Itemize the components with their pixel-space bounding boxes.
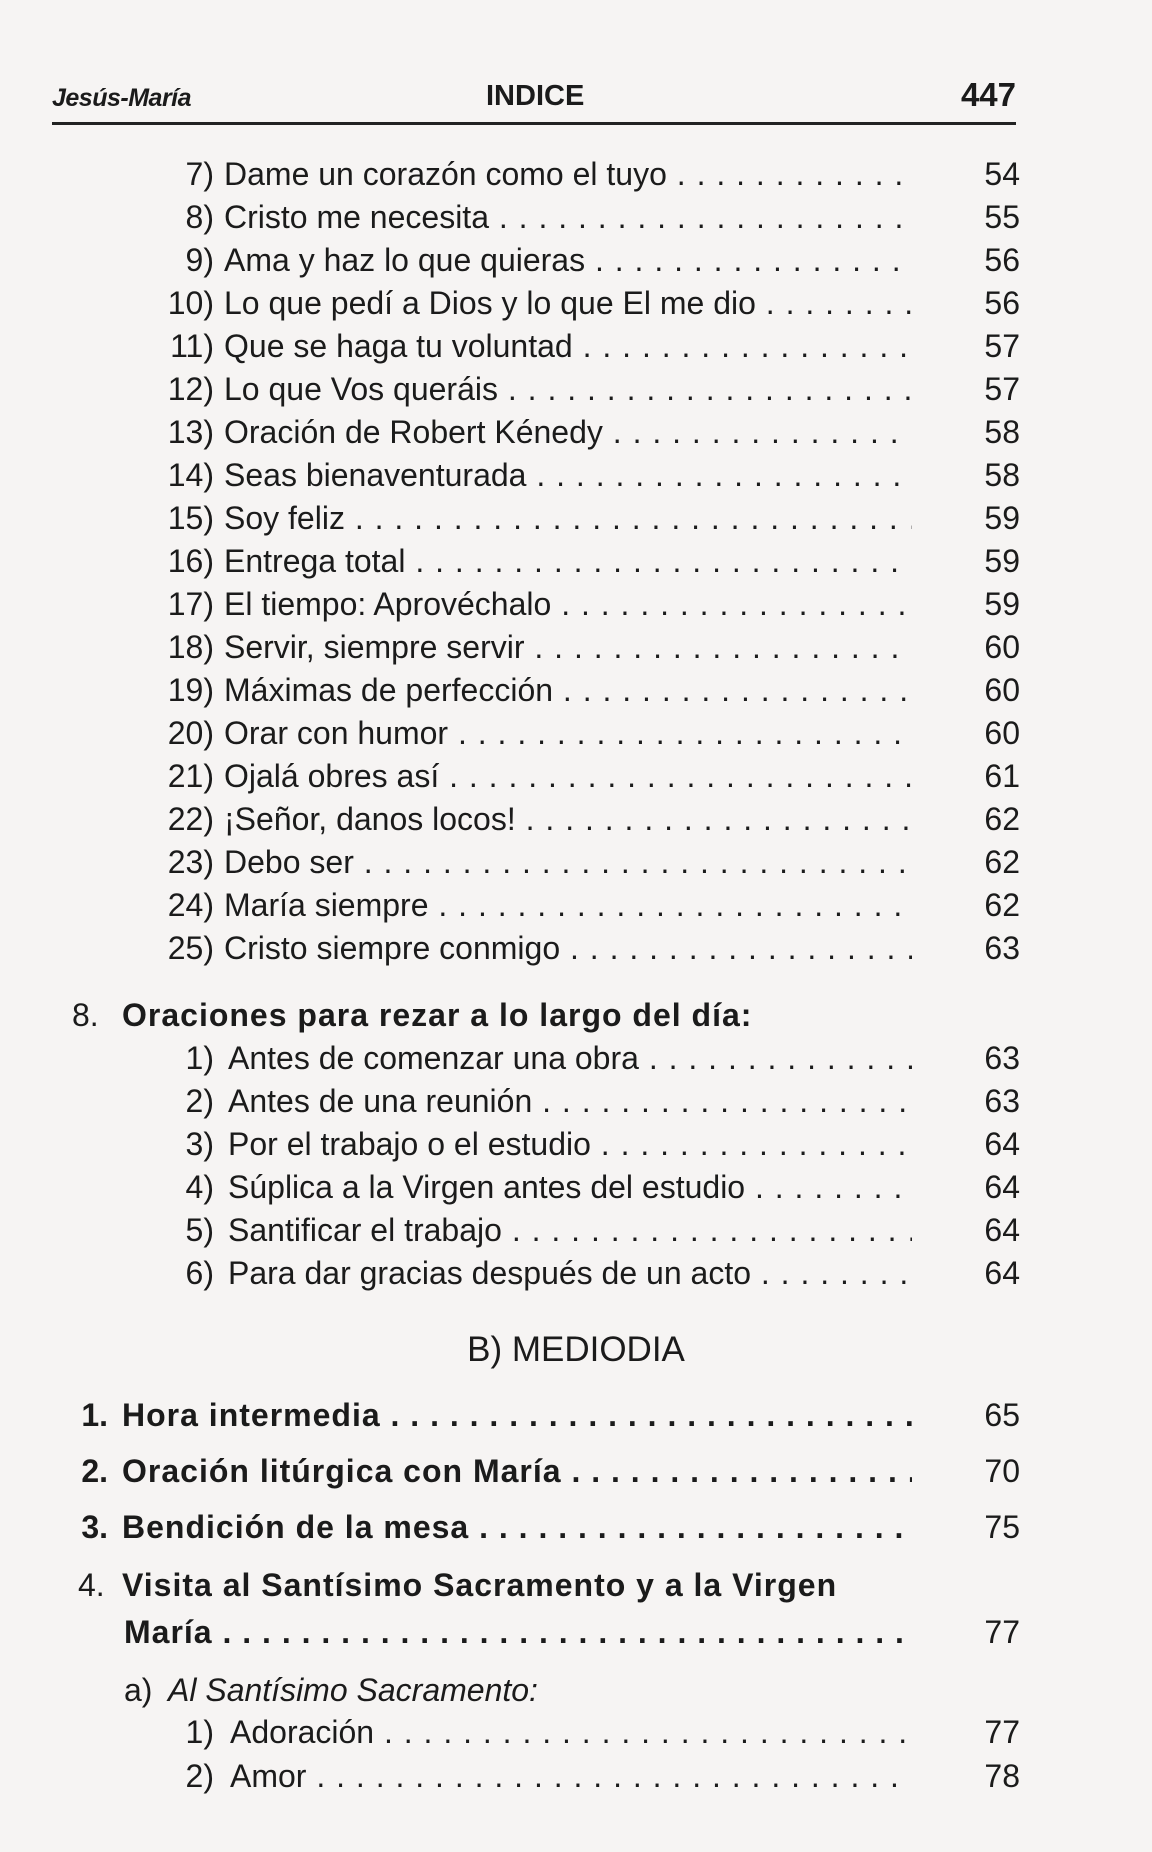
entry-page: 70	[984, 1453, 1020, 1489]
entry-page: 57	[984, 371, 1020, 407]
entry-page: 62	[984, 801, 1020, 837]
entry-number: 15)	[167, 500, 214, 536]
section-number: 8.	[72, 997, 99, 1033]
entry-number: 18)	[167, 629, 214, 665]
entry-title: Santificar el trabajo . . .	[228, 1210, 912, 1250]
entry-page: 60	[984, 672, 1020, 708]
entry-title: Bendición de la mesa . . .	[122, 1507, 912, 1547]
entry-number: 25)	[167, 930, 214, 966]
running-head-center: INDICE	[486, 80, 585, 112]
entry-page: 55	[984, 199, 1020, 235]
entry-number: 6)	[185, 1255, 214, 1291]
page-header	[52, 76, 1016, 125]
entry-title: Amor . . .	[230, 1756, 912, 1796]
entry-page: 54	[984, 156, 1020, 192]
entry-page: 61	[984, 758, 1020, 794]
entry-title: Entrega total . . .	[224, 541, 912, 581]
entry-page: 63	[984, 1040, 1020, 1076]
entry-number: 8)	[185, 199, 214, 235]
entry-title: Por el trabajo o el estudio . . .	[228, 1124, 912, 1164]
entry-number: 9)	[185, 242, 214, 278]
entry-page: 58	[984, 414, 1020, 450]
entry-title-continued: María . . .	[124, 1612, 912, 1652]
entry-page: 59	[984, 543, 1020, 579]
entry-number: 1.	[81, 1397, 108, 1433]
entry-page: 77	[984, 1614, 1020, 1650]
entry-title: Adoración . . .	[230, 1712, 912, 1752]
entry-title: Para dar gracias después de un acto . . .	[228, 1253, 912, 1293]
entry-title: Soy feliz . . .	[224, 498, 912, 538]
entry-page: 77	[984, 1714, 1020, 1750]
entry-number: 12)	[167, 371, 214, 407]
entry-page: 60	[984, 629, 1020, 665]
entry-number: 14)	[167, 457, 214, 493]
entry-page: 64	[984, 1255, 1020, 1291]
entry-number: 2)	[185, 1758, 214, 1794]
entry-title: Seas bienaventurada . . .	[224, 455, 912, 495]
entry-number: 11)	[170, 328, 214, 364]
page-number: 447	[960, 76, 1016, 113]
entry-number: 4.	[78, 1567, 105, 1603]
entry-page: 64	[984, 1212, 1020, 1248]
entry-page: 64	[984, 1126, 1020, 1162]
entry-title: Antes de comenzar una obra . . .	[228, 1038, 912, 1078]
entry-number: 2)	[185, 1083, 214, 1119]
entry-title: Ama y haz lo que quieras . . .	[224, 240, 912, 280]
entry-number: 23)	[167, 844, 214, 880]
entry-page: 75	[984, 1509, 1020, 1545]
entry-page: 63	[984, 930, 1020, 966]
entry-page: 78	[984, 1758, 1020, 1794]
entry-title: El tiempo: Aprovéchalo . . .	[224, 584, 912, 624]
entry-number: 7)	[185, 156, 214, 192]
entry-number: 22)	[167, 801, 214, 837]
entry-title: Lo que pedí a Dios y lo que El me dio . . .	[224, 283, 912, 323]
entry-page: 65	[984, 1397, 1020, 1433]
entry-page: 59	[984, 586, 1020, 622]
entry-title: Debo ser . . .	[224, 842, 912, 882]
entry-number: 5)	[185, 1212, 214, 1248]
entry-title: Oración litúrgica con María . . .	[122, 1451, 912, 1491]
entry-page: 63	[984, 1083, 1020, 1119]
entry-page: 62	[984, 887, 1020, 923]
section-title: Oraciones para rezar a lo largo del día:	[122, 997, 753, 1033]
entry-title: ¡Señor, danos locos! . . .	[224, 799, 912, 839]
entry-title: Súplica a la Virgen antes del estudio . . .	[228, 1167, 912, 1207]
subsection-number: a)	[124, 1672, 153, 1708]
entry-page: 62	[984, 844, 1020, 880]
entry-number: 17)	[167, 586, 214, 622]
running-head-left: Jesús-María	[52, 84, 192, 112]
entry-number: 13)	[167, 414, 214, 450]
entry-number: 24)	[167, 887, 214, 923]
entry-title: Que se haga tu voluntad . . .	[224, 326, 912, 366]
entry-number: 4)	[185, 1169, 214, 1205]
entry-number: 10)	[167, 285, 214, 321]
entry-number: 2.	[81, 1453, 108, 1489]
entry-page: 56	[984, 285, 1020, 321]
subsection-title: Al Santísimo Sacramento:	[168, 1672, 538, 1708]
entry-title: Cristo me necesita . . .	[224, 197, 912, 237]
entry-page: 59	[984, 500, 1020, 536]
entry-number: 16)	[167, 543, 214, 579]
entry-number: 3)	[185, 1126, 214, 1162]
entry-page: 56	[984, 242, 1020, 278]
entry-page: 60	[984, 715, 1020, 751]
entry-title: Hora intermedia . . .	[122, 1395, 912, 1435]
entry-number: 1)	[185, 1040, 214, 1076]
entry-page: 58	[984, 457, 1020, 493]
entry-title: Antes de una reunión . . .	[228, 1081, 912, 1121]
entry-title: Cristo siempre conmigo . . .	[224, 928, 912, 968]
entry-number: 1)	[185, 1714, 214, 1750]
entry-title: Oración de Robert Kénedy . . .	[224, 412, 912, 452]
entry-title: Servir, siempre servir . . .	[224, 627, 912, 667]
entry-number: 20)	[167, 715, 214, 751]
entry-title: Máximas de perfección . . .	[224, 670, 912, 710]
part-heading: B) MEDIODIA	[467, 1330, 685, 1369]
entry-page: 57	[984, 328, 1020, 364]
entry-title: Visita al Santísimo Sacramento y a la Virgen	[122, 1567, 838, 1603]
entry-title: Dame un corazón como el tuyo . . .	[224, 154, 912, 194]
entry-number: 21)	[167, 758, 214, 794]
entry-title: Ojalá obres así . . .	[224, 756, 912, 796]
entry-title: Orar con humor . . .	[224, 713, 912, 753]
entry-number: 19)	[167, 672, 214, 708]
entry-title: Lo que Vos queráis . . .	[224, 369, 912, 409]
entry-number: 3.	[81, 1509, 108, 1545]
entry-page: 64	[984, 1169, 1020, 1205]
entry-title: María siempre . . .	[224, 885, 912, 925]
